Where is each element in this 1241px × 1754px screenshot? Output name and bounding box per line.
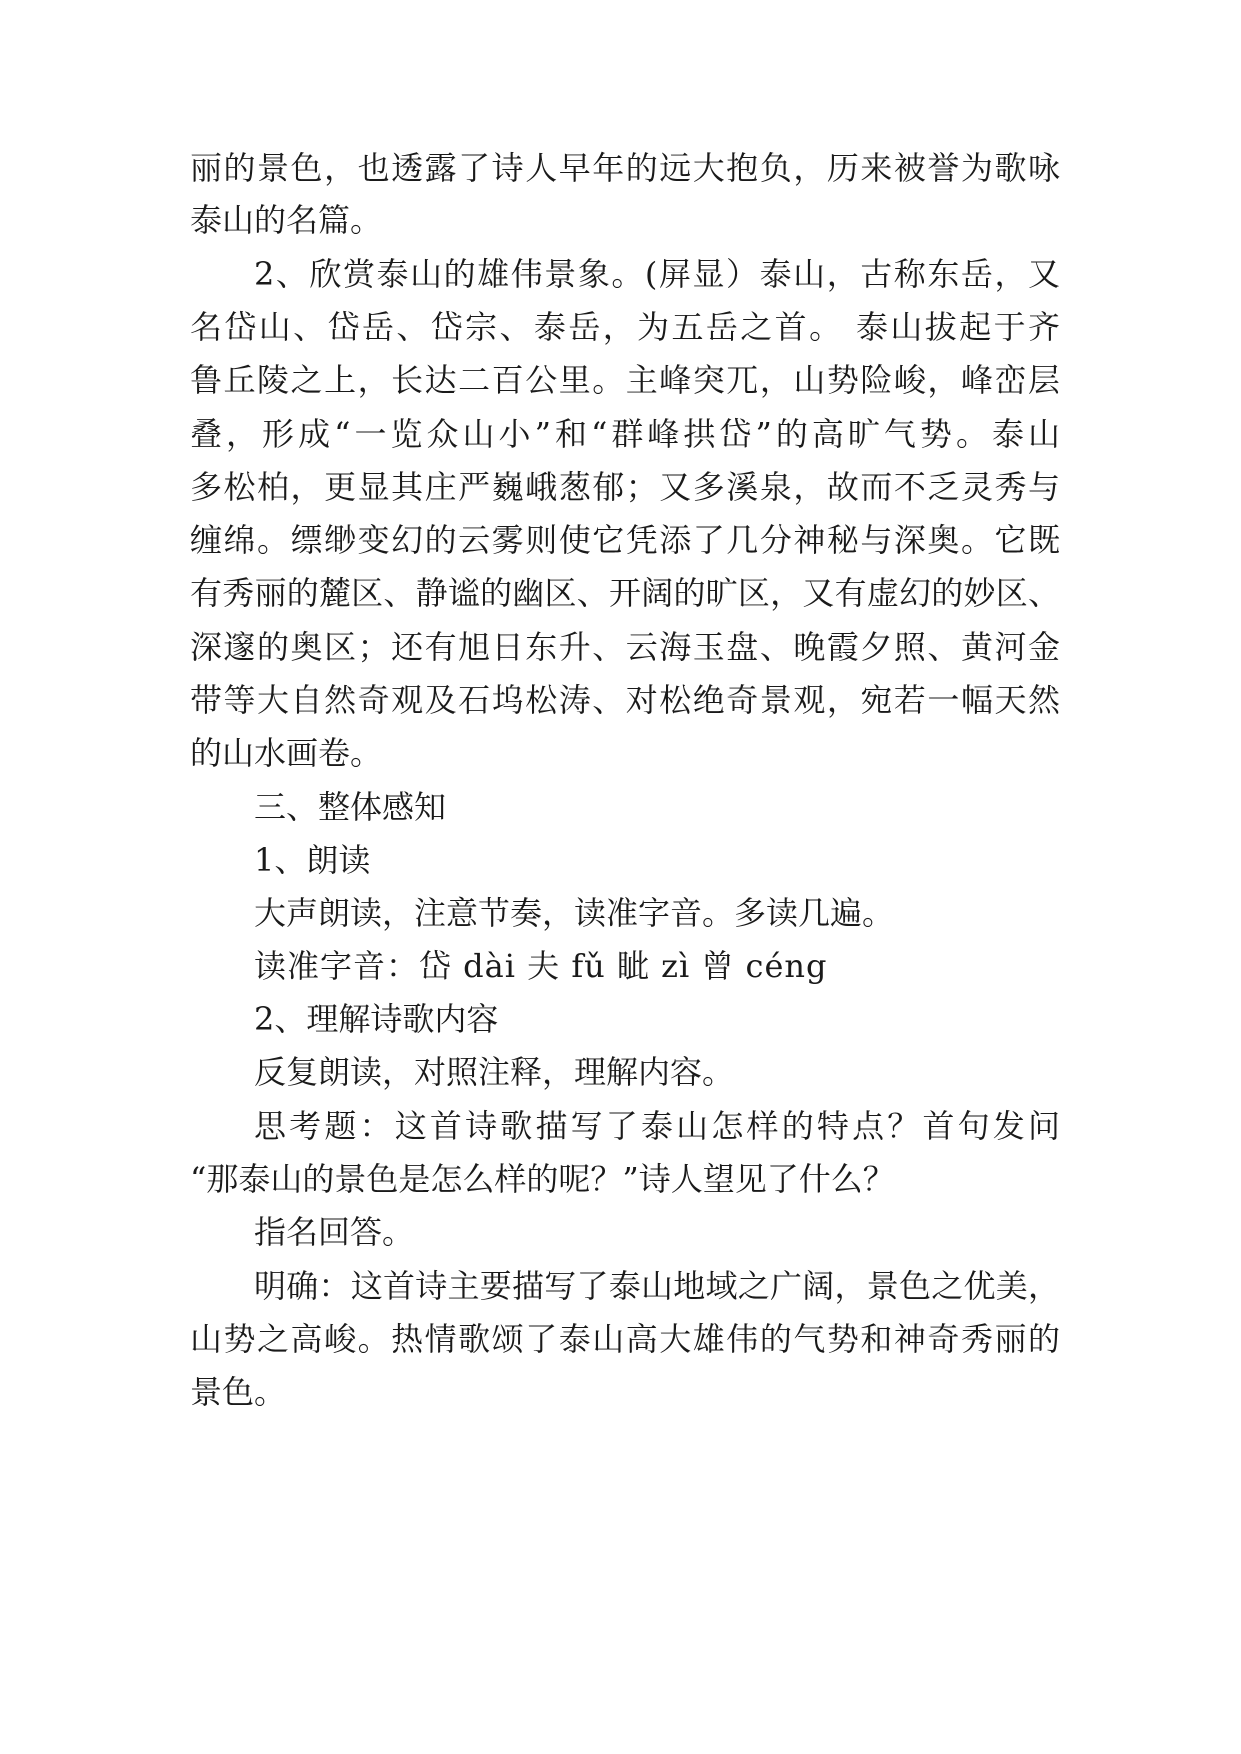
section-heading: 三、整体感知 xyxy=(254,788,447,826)
subsection-heading: 2、理解诗歌内容 xyxy=(254,1000,499,1038)
paragraph-line: 2、欣赏泰山的雄伟景象。(屏显）泰山，古称东岳，又 xyxy=(254,255,1060,293)
paragraph-line: 多松柏，更显其庄严巍峨葱郁；又多溪泉，故而不乏灵秀与 xyxy=(190,468,1060,506)
paragraph-line: 指名回答。 xyxy=(254,1213,415,1251)
paragraph-line: 反复朗读，对照注释，理解内容。 xyxy=(254,1053,735,1091)
paragraph-line: 有秀丽的麓区、静谧的幽区、开阔的旷区，又有虚幻的妙区、 xyxy=(190,574,1060,612)
paragraph-line: 思考题：这首诗歌描写了泰山怎样的特点？首句发问 xyxy=(254,1107,1060,1145)
paragraph-line: 明确：这首诗主要描写了泰山地域之广阔，景色之优美， xyxy=(254,1267,1060,1305)
paragraph-line: 带等大自然奇观及石坞松涛、对松绝奇景观，宛若一幅天然 xyxy=(190,681,1060,719)
paragraph-line: “那泰山的景色是怎么样的呢？”诗人望见了什么？ xyxy=(190,1160,895,1198)
pronunciation-line: 读准字音：岱 dài 夫 fǔ 眦 zì 曾 céng xyxy=(254,947,828,985)
paragraph-line: 缠绵。缥缈变幻的云雾则使它凭添了几分神秘与深奥。它既 xyxy=(190,521,1060,559)
subsection-heading: 1、朗读 xyxy=(254,841,371,879)
paragraph-line: 的山水画卷。 xyxy=(190,734,383,772)
paragraph-line: 丽的景色，也透露了诗人早年的远大抱负，历来被誉为歌咏 xyxy=(190,149,1060,187)
paragraph-line: 泰山的名篇。 xyxy=(190,201,383,239)
paragraph-line: 名岱山、岱岳、岱宗、泰岳，为五岳之首。 泰山拔起于齐 xyxy=(190,308,1060,346)
paragraph-line: 鲁丘陵之上，长达二百公里。主峰突兀，山势险峻，峰峦层 xyxy=(190,361,1060,399)
paragraph-line: 深邃的奥区；还有旭日东升、云海玉盘、晚霞夕照、黄河金 xyxy=(190,628,1060,666)
paragraph-line: 山势之高峻。热情歌颂了泰山高大雄伟的气势和神奇秀丽的 xyxy=(190,1320,1060,1358)
paragraph-line: 大声朗读，注意节奏，读准字音。多读几遍。 xyxy=(254,894,895,932)
paragraph-line: 景色。 xyxy=(190,1373,287,1411)
paragraph-line: 叠，形成“一览众山小”和“群峰拱岱”的高旷气势。泰山 xyxy=(190,415,1060,453)
